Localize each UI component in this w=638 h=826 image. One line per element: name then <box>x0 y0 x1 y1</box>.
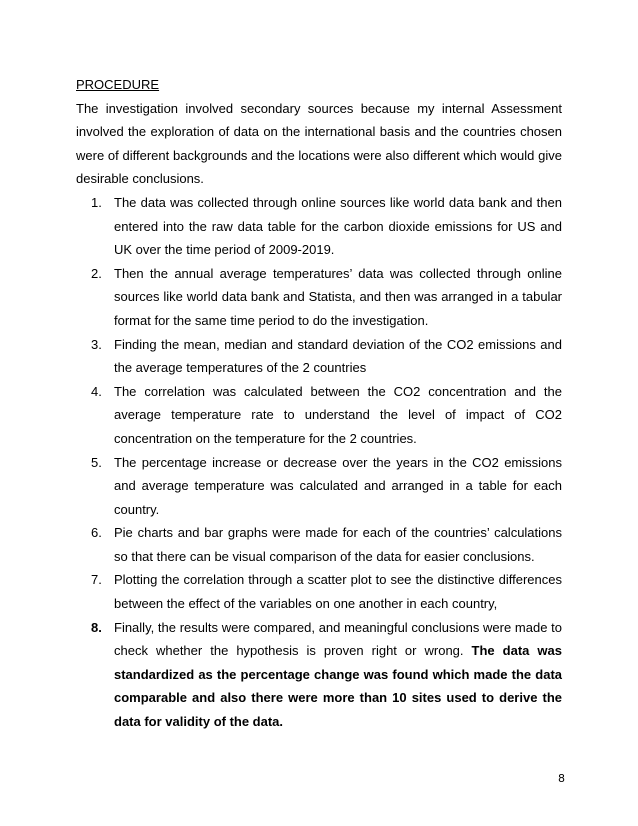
list-item <box>76 521 562 568</box>
list-item <box>76 380 562 451</box>
intro-paragraph: The investigation involved secondary sources because my internal Assessment involved the exploration of data on the international basis and the countries chosen were of different backgrounds and the locations were also different which would give desirable conclusions. <box>76 100 562 187</box>
list-item-text: Finally, the results were compared, and meaningful conclusions were made to check whether the hypothesis is proven right or wrong. <box>114 619 562 659</box>
list-item-number: 7. <box>91 572 102 588</box>
list-item-number: 2. <box>91 265 102 281</box>
list-item-number: 4. <box>91 383 102 399</box>
list-item <box>76 616 562 734</box>
list-item <box>76 568 562 615</box>
list-item <box>76 451 562 522</box>
list-item <box>76 191 562 262</box>
list-item-number: 6. <box>91 525 102 541</box>
list-item <box>76 262 562 333</box>
section-heading: PROCEDURE <box>76 77 160 92</box>
list-item-number: 8. <box>91 619 102 635</box>
procedure-steps-list <box>76 191 562 734</box>
list-item-text: The data was collected through online sources like world data bank and then entered into the raw data table for the carbon dioxide emissions for US and UK over the time period of 2009-2019. <box>114 194 562 258</box>
page-number: 8 <box>558 772 565 785</box>
list-item-text: Plotting the correlation through a scatter plot to see the distinctive differences between the effect of the variables on one another in each country, <box>114 572 562 612</box>
list-item-number: 1. <box>91 194 102 210</box>
list-item-text: The correlation was calculated between the CO2 concentration and the average temperature rate to understand the level of impact of CO2 concentration on the temperature for the 2 countries. <box>114 383 562 446</box>
list-item-bold-text: The data was standardized as the percentage change was found which made the data comparable and also there were more than 10 sites used to derive the data for validity of the data. <box>114 643 562 730</box>
list-item-number: 3. <box>91 336 102 352</box>
page-content <box>76 73 562 734</box>
list-item-number: 5. <box>91 454 102 470</box>
list-item-text: The percentage increase or decrease over the years in the CO2 emissions and average temperature was calculated and arranged in a table for each country. <box>114 454 562 517</box>
list-item-text: Then the annual average temperatures’ data was collected through online sources like world data bank and Statista, and then was arranged in a tabular format for the same time period to do the investigation. <box>114 265 562 328</box>
list-item <box>76 333 562 380</box>
list-item-text: Finding the mean, median and standard deviation of the CO2 emissions and the average temperatures of the 2 countries <box>114 336 562 376</box>
list-item-text: Pie charts and bar graphs were made for each of the countries’ calculations so that there can be visual comparison of the data for easier conclusions. <box>114 525 562 564</box>
